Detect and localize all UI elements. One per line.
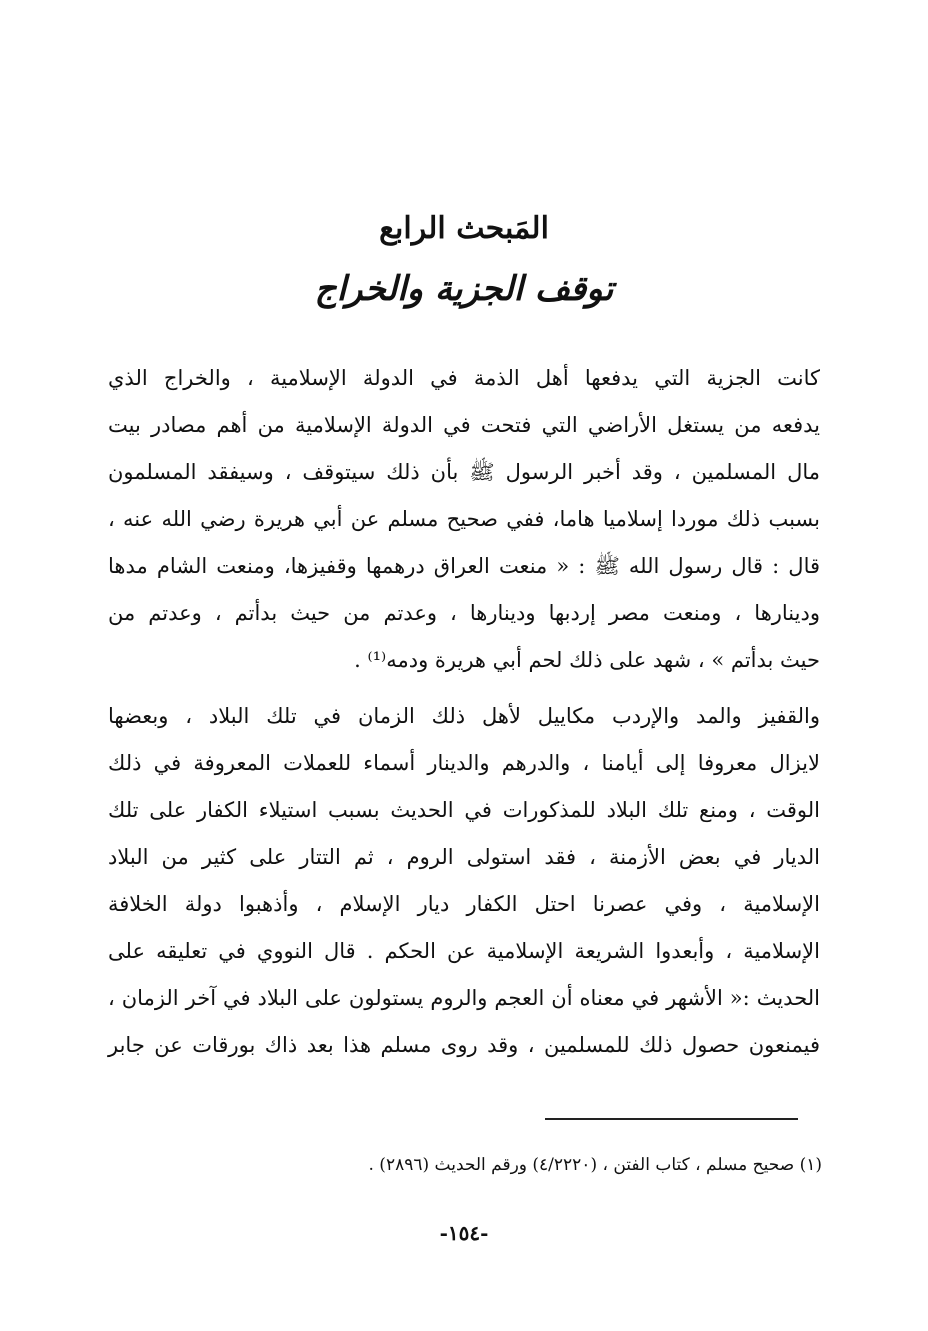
section-title: توقف الجزية والخراج bbox=[314, 269, 614, 309]
paragraph-1 bbox=[108, 355, 820, 684]
paragraph-line: مال المسلمين ، وقد أخبر الرسول ﷺ بأن ذلك سيتوقف ، وسيفقد المسلمون bbox=[108, 460, 820, 484]
paragraph-line: الحديث :« الأشهر في معناه أن العجم والروم يستولون على البلاد في آخر الزمان ، bbox=[108, 986, 820, 1010]
paragraph-line: فيمنعون حصول ذلك للمسلمين ، وقد روى مسلم هذا بعد ذاك بورقات عن جابر bbox=[108, 1033, 820, 1057]
paragraph-line: يدفعه من يستغل الأراضي التي فتحت في الدولة الإسلامية من أهم مصادر بيت bbox=[108, 413, 820, 437]
paragraph-line: الإسلامية ، وأبعدوا الشريعة الإسلامية عن الحكم . قال النووي في تعليقه على bbox=[108, 939, 820, 963]
footnote-divider bbox=[545, 1118, 798, 1120]
paragraph-line: بسبب ذلك موردا إسلاميا هاما، ففي صحيح مسلم عن أبي هريرة رضي الله عنه ، bbox=[108, 507, 820, 531]
paragraph-line: الديار في بعض الأزمنة ، فقد استولى الروم ، ثم التتار على كثير من البلاد bbox=[108, 845, 820, 869]
paragraph-2 bbox=[108, 693, 820, 1069]
paragraph-line: الوقت ، ومنع تلك البلاد للمذكورات في الحديث بسبب استيلاء الكفار على تلك bbox=[108, 798, 820, 822]
paragraph-line: قال : قال رسول الله ﷺ : « منعت العراق درهمها وقفيزها، ومنعت الشام مدها bbox=[108, 554, 820, 578]
paragraph-line: لايزال معروفا إلى أيامنا ، والدرهم والدينار أسماء للعملات المعروفة في ذلك bbox=[108, 751, 820, 775]
paragraph-line: حيث بدأتم » ، شهد على ذلك لحم أبي هريرة ودمه⁽¹⁾ . bbox=[354, 648, 820, 672]
paragraph-line: كانت الجزية التي يدفعها أهل الذمة في الدولة الإسلامية ، والخراج الذي bbox=[108, 366, 820, 390]
paragraph-line: ودينارها ، ومنعت مصر إردبها ودينارها ، وعدتم من حيث بدأتم ، وعدتم من bbox=[108, 601, 820, 625]
paragraph-line: الإسلامية ، وفي عصرنا احتل الكفار ديار الإسلام ، وأذهبوا دولة الخلافة bbox=[108, 892, 820, 916]
footnote: (١) صحيح مسلم ، كتاب الفتن ، (٤/٢٢٢٠) ورقم الحديث (٢٨٩٦) . bbox=[368, 1155, 822, 1175]
page-number: -١٥٤- bbox=[439, 1221, 489, 1245]
section-number: المَبحث الرابع bbox=[379, 211, 549, 246]
paragraph-line: والقفيز والمد والإردب مكاييل لأهل ذلك الزمان في تلك البلاد ، وبعضها bbox=[108, 704, 820, 728]
